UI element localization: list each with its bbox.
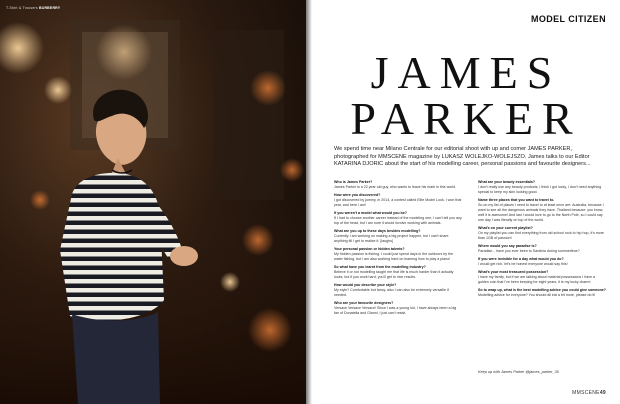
answer: Versace Versace Versace! Since I was a young kid, I have always been a big fan of Donatella and Gianni, I just can't resist. [334, 306, 457, 316]
qa-item [478, 257, 606, 267]
qa-item [334, 247, 462, 262]
answer: So on my list of places I need to travel to at least once are: Australia, because I want to see all the dangerous animals they have. Thailand because: you know, well it is awesome! And last I would love to go to the North Pole, so I could say one day I was literally on top of the world. [478, 203, 604, 222]
footer-brand: MMSCENE [572, 390, 600, 396]
question: How were you discovered? [334, 193, 381, 198]
social-handle-signoff: Keep up with James Parker @james_parker_36 [478, 370, 559, 374]
answer: On my playlist you can find everything from old school rock to hip hop, it's more than 1GB of passion! [478, 230, 604, 240]
answer: Currently I am working on making a big project happen, but I can't share anything till I get to realize it. [laughs] [334, 234, 449, 244]
answer: If I had to choose another career instead of the modeling one, I can't tell you any top of the head, but I am sure it would involve working with animals. [334, 216, 462, 226]
question: What's on your current playlist? [478, 226, 533, 230]
intro-paragraph: We spend time near Milano Centrale for our editorial shoot with up and comer JAMES PARKER, photographed for MMSCENE magazine by LUKASZ WOLEJKO-WOLEJSZO. James talks to our Editor KATARINA DJORIC about the start of his modelling career, personal passions and favourite designers... [334, 146, 591, 168]
answer: Believe it or not modelling taught me that life is much harder than it actually looks, but if you work hard, you'll get to nice results. [334, 270, 454, 280]
qa-item [478, 198, 606, 223]
question: What's your most treasured possession? [478, 270, 549, 275]
qa-item [334, 229, 462, 244]
title-first-name: JAMES [370, 47, 562, 98]
interview-column-left [334, 180, 462, 319]
qa-item [478, 288, 606, 298]
section-label: MODEL CITIZEN [530, 14, 606, 24]
interview-column-right [478, 180, 606, 301]
question: How would you describe your style? [334, 283, 397, 288]
question: Name three places that you want to travel to. [478, 198, 555, 203]
qa-item [478, 226, 606, 241]
qa-item [478, 180, 606, 195]
qa-item [334, 301, 462, 316]
qa-item [334, 211, 462, 226]
question: Where would you say paradise is? [478, 244, 537, 249]
question: Your personal passion or hidden talents? [334, 247, 405, 252]
question: Who is James Parker? [334, 180, 373, 184]
answer: I don't really use any beauty products, I think I got lucky, I don't need anything special to keep my skin looking good. [478, 184, 602, 194]
question: If you were invisible for a day what would you do? [478, 257, 564, 262]
answer: My style? Comfortable but fancy, also I can also be extremely versatile if needed. [334, 288, 449, 298]
question: So to wrap up, what is the best modelling advice you could give someone? [478, 288, 606, 293]
qa-item [334, 180, 462, 190]
question: Who are your favourite designers? [334, 301, 394, 306]
question: If you weren't a model what would you be? [334, 211, 407, 216]
article-page [312, 0, 620, 404]
photo-credit [6, 6, 60, 10]
photo-page [0, 0, 306, 404]
qa-item [334, 193, 462, 208]
credit-prefix: T-Shirt & Trousers [6, 6, 38, 10]
answer: I got discovered by jummy, in 2014, a contest called Elite Model Look, I won that year, and here I am! [334, 198, 462, 207]
question: What are your beauty essentials? [478, 180, 536, 184]
qa-item [478, 244, 606, 254]
question: What are you up to these days besides modelling? [334, 229, 421, 234]
qa-item [334, 265, 462, 280]
answer: I would get rich, let's be honest everyone would say this! [478, 262, 568, 267]
title-last-name: PARKER [350, 93, 582, 144]
answer: I have my family, but if we are talking about material possessions I have a golden coin that I've been keeping for eight years, it is my lucky charm! [478, 275, 595, 285]
qa-item [334, 283, 462, 298]
model-photo [0, 0, 306, 404]
answer: Modelling advice for everyone? You should all eat a bit more, please do it! [478, 293, 596, 298]
answer: James Parker is a 22 year old guy, who wants to leave his mark in this world. [334, 184, 457, 189]
question: So what have you learnt from the modelling industry? [334, 265, 426, 270]
credit-brand: BURBERRY [39, 6, 61, 10]
page-footer [572, 390, 606, 396]
qa-item [478, 270, 606, 285]
answer: Paradise... have you ever been to Sardinia during summertime? [478, 249, 580, 253]
page-number: 49 [599, 390, 606, 396]
answer: My hidden passion is fishing. I could just spend days in the outdoors by the water fishing, but I am also working hard on learning how to play a piano! [334, 252, 454, 262]
